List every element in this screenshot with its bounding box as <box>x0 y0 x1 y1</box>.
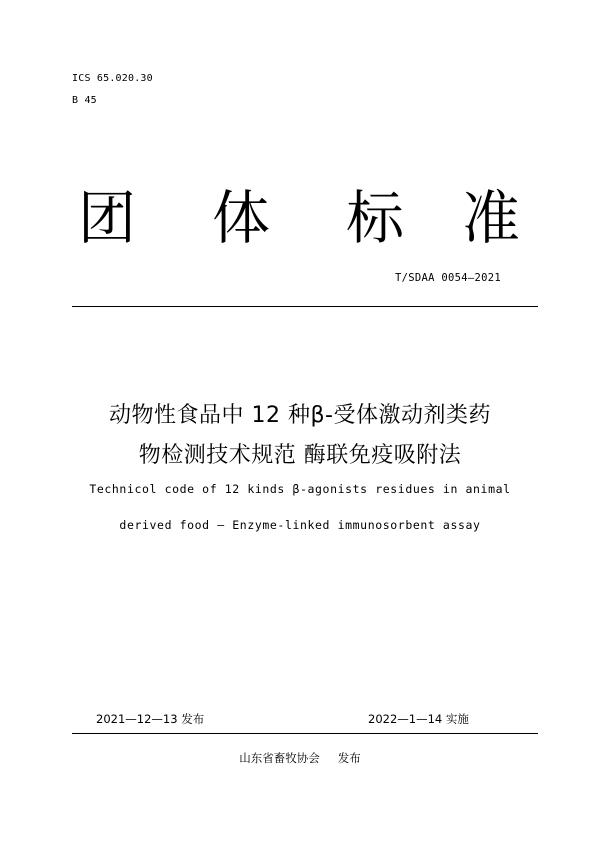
header-divider <box>72 306 538 307</box>
standard-type-heading <box>72 178 532 258</box>
standard-type-char-3: 标 <box>346 184 405 252</box>
implement-date: 2022—1—14 实施 <box>368 712 469 726</box>
standard-number: T/SDAA 0054—2021 <box>395 272 501 284</box>
standard-type-char-2: 体 <box>212 184 271 252</box>
classification-code: B 45 <box>72 95 97 106</box>
publish-date: 2021—12—13 发布 <box>96 712 205 726</box>
ics-code: ICS 65.020.30 <box>72 73 153 84</box>
publisher-line <box>0 750 600 766</box>
issuer-name: 山东省畜牧协会 <box>239 751 320 765</box>
footer-divider <box>72 733 538 734</box>
issue-action: 发布 <box>337 751 361 765</box>
standard-type-char-4: 准 <box>462 184 521 252</box>
english-title-line-2: derived food — Enzyme-linked immunosorbent assay <box>119 518 481 532</box>
chinese-title-line-2: 物检测技术规范 酶联免疫吸附法 <box>138 443 462 468</box>
english-title-line-1: Technicol code of 12 kinds β-agonists residues in animal <box>89 482 511 496</box>
standard-type-char-1: 团 <box>78 184 137 252</box>
chinese-title-line-1: 动物性食品中 12 种β-受体激动剂类药 <box>109 403 491 428</box>
